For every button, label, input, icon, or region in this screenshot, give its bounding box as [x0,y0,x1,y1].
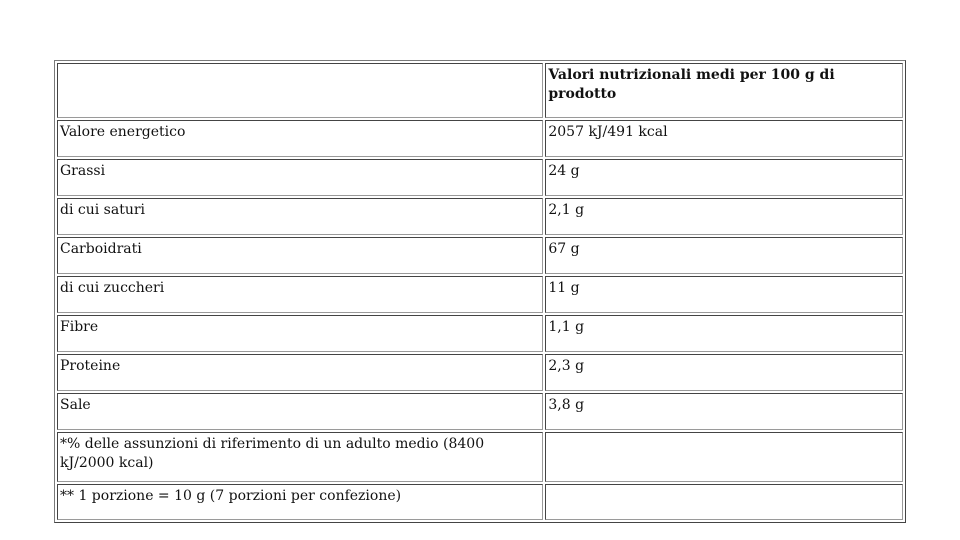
table-row [57,237,903,274]
nutrient-name: Sale [57,393,543,430]
nutrient-value: 2057 kJ/491 kcal [545,120,903,157]
header-value-cell: Valori nutrizionali medi per 100 g di prodotto [545,63,903,118]
table-row [57,198,903,235]
table-row [57,393,903,430]
reference-intake-note: *% delle assunzioni di riferimento di un adulto medio (8400 kJ/2000 kcal) [57,432,543,482]
nutrition-table [54,60,906,523]
table-row [57,159,903,196]
portion-note: ** 1 porzione = 10 g (7 porzioni per confezione) [57,484,543,520]
nutrient-value: 11 g [545,276,903,313]
nutrient-value: 24 g [545,159,903,196]
note-value [545,484,903,520]
nutrient-value: 67 g [545,237,903,274]
nutrient-name: di cui saturi [57,198,543,235]
nutrient-name: di cui zuccheri [57,276,543,313]
table-note-row [57,432,903,482]
nutrient-name: Proteine [57,354,543,391]
table-header-row [57,63,903,118]
table-row [57,354,903,391]
nutrient-value: 3,8 g [545,393,903,430]
table-note-row [57,484,903,520]
table-row [57,276,903,313]
nutrient-value: 2,1 g [545,198,903,235]
nutrient-value: 1,1 g [545,315,903,352]
nutrient-name: Fibre [57,315,543,352]
table-row [57,120,903,157]
nutrient-value: 2,3 g [545,354,903,391]
table-row [57,315,903,352]
nutrient-name: Grassi [57,159,543,196]
note-value [545,432,903,482]
header-name-cell [57,63,543,118]
nutrient-name: Valore energetico [57,120,543,157]
nutrient-name: Carboidrati [57,237,543,274]
